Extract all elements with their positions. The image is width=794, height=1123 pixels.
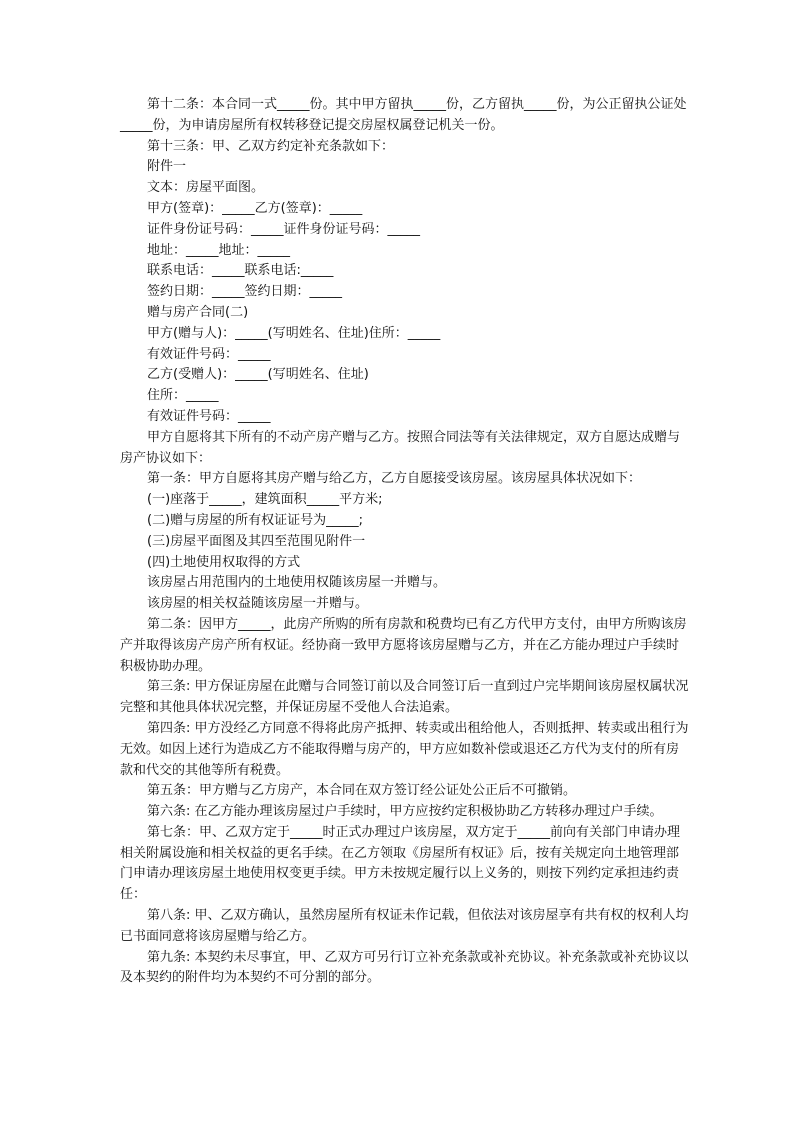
contract-paragraph: 文本：房屋平面图。: [147, 180, 265, 196]
contract-paragraph: 赠与房产合同(二): [147, 304, 249, 320]
contract-paragraph: 第二条：因甲方_____，此房产所购的所有房款和税费均已有乙方代甲方支付，由甲方所购该房产并取得该房产房产所有权证。经协商一致甲方愿将该房屋赠与乙方，并在乙方能办理过户手续时积极协助办理。: [120, 616, 687, 674]
contract-paragraph: 联系电话：_____联系电话:_____: [147, 263, 334, 279]
contract-paragraph: 签约日期：_____签约日期：_____: [147, 284, 343, 300]
contract-paragraph: 第四条: 甲方没经乙方同意不得将此房产抵押、转卖或出租给他人，否则抵押、转卖或出租行为无效。如因上述行为造成乙方不能取得赠与房产的，甲方应如数补偿或退还乙方代为支付的所有房款和代交的其他等所有税费。: [120, 720, 689, 778]
contract-paragraph: 第六条: 在乙方能办理该房屋过户手续时，甲方应按约定积极协助乙方转移办理过户手续。: [147, 804, 663, 820]
contract-paragraph: 第十二条：本合同一式_____份。其中甲方留执_____份，乙方留执_____份，为公正留执公证处_____份，为申请房屋所有权转移登记提交房屋权属登记机关一份。: [120, 97, 687, 133]
contract-paragraph: 第七条：甲、乙双方定于_____时正式办理过户该房屋，双方定于_____前向有关部门申请办理相关附属设施和相关权益的更名手续。在乙方领取《房屋所有权证》后，按有关规定向土地管理部门申请办理该房屋土地使用权变更手续。甲方未按规定履行以上义务的，则按下列约定承担违约责任：: [120, 824, 681, 903]
contract-paragraph: 有效证件号码：_____: [147, 346, 271, 362]
contract-paragraph: 住所：_____: [147, 388, 219, 404]
contract-paragraph: (三)房屋平面图及其四至范围见附件一: [147, 533, 366, 549]
contract-paragraph: 乙方(受赠人)：_____(写明姓名、住址): [147, 367, 369, 383]
contract-paragraph: 该房屋占用范围内的土地使用权随该房屋一并赠与。: [147, 575, 447, 591]
contract-paragraph: 有效证件号码：_____: [147, 408, 271, 424]
contract-paragraph: 甲方(签章)：_____乙方(签章)：_____: [147, 200, 363, 216]
contract-paragraph: 第八条: 甲、乙双方确认，虽然房屋所有权证未作记载，但依法对该房屋享有共有权的权利人均已书面同意将该房屋赠与给乙方。: [120, 908, 689, 944]
contract-paragraph: 证件身份证号码：_____证件身份证号码：_____: [147, 221, 421, 237]
contract-paragraph: 第五条：甲方赠与乙方房产，本合同在双方签订经公证处公正后不可撤销。: [147, 783, 577, 799]
contract-paragraph: 甲方(赠与人)：_____(写明姓名、住址)住所：_____: [147, 325, 441, 341]
contract-paragraph: 第三条: 甲方保证房屋在此赠与合同签订前以及合同签订后一直到过户完毕期间该房屋权属状况完整和其他具体状况完整，并保证房屋不受他人合法追索。: [120, 679, 689, 716]
contract-paragraph: 第一条：甲方自愿将其房产赠与给乙方，乙方自愿接受该房屋。该房屋具体状况如下：: [147, 471, 642, 487]
contract-paragraph: 附件一: [147, 159, 187, 175]
contract-body: [120, 95, 690, 989]
contract-paragraph: 该房屋的相关权益随该房屋一并赠与。: [147, 596, 369, 612]
contract-paragraph: (一)座落于_____，建筑面积_____平方米;: [147, 492, 383, 508]
contract-paragraph: 地址：_____地址：_____: [147, 242, 291, 258]
contract-paragraph: 第九条: 本契约未尽事宜，甲、乙双方可另行订立补充条款或补充协议。补充条款或补充协议以及本契约的附件均为本契约不可分割的部分。: [120, 949, 689, 986]
contract-paragraph: (二)赠与房屋的所有权证证号为_____;: [147, 512, 364, 528]
contract-paragraph: 甲方自愿将其下所有的不动产房产赠与乙方。按照合同法等有关法律规定，双方自愿达成赠与房产协议如下：: [120, 429, 681, 466]
contract-paragraph: 第十三条：甲、乙双方约定补充条款如下：: [147, 138, 395, 154]
contract-paragraph: (四)土地使用权取得的方式: [147, 554, 301, 570]
